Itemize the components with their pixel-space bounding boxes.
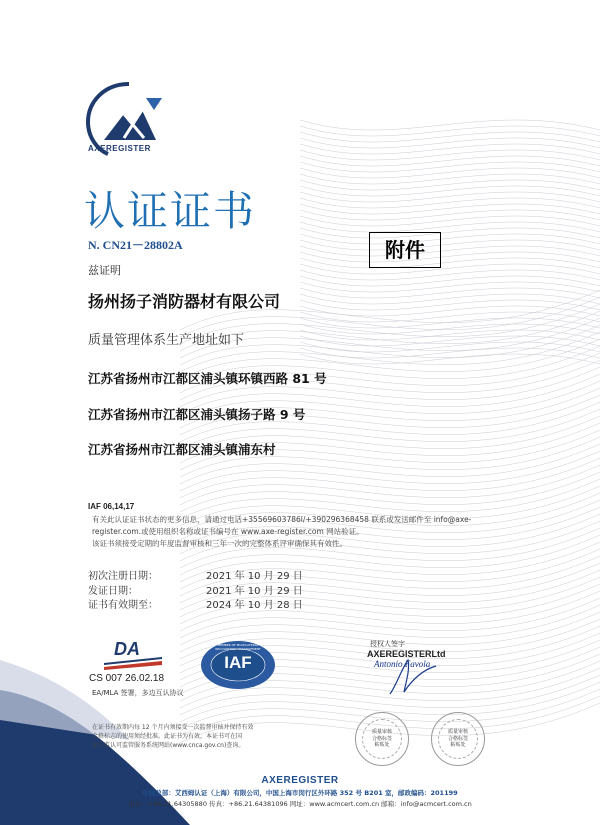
wave-line: [300, 282, 600, 292]
wave-line: [300, 198, 600, 208]
address-3: 江苏省扬州市江都区浦头镇浦东村: [88, 442, 276, 457]
date-row: [88, 570, 303, 585]
da-logo: [104, 641, 162, 671]
iaf-ring-text: MEMBER OF MULTILATERAL RECOGNITION ARRANGEMENT: [215, 643, 261, 651]
wave-line: [300, 216, 600, 226]
wave-line: [300, 222, 600, 232]
dates-block: [88, 570, 303, 614]
wave-line: [300, 156, 600, 166]
fine-print-1: 有关此认证证书状态的更多信息，请通过电话+35569603786l/+390296368458 联系或发送邮件至 info@axe-: [92, 515, 472, 524]
wave-line: [300, 162, 600, 172]
signature-script: Antonio Favola: [374, 659, 431, 669]
certificate-number: N. CN21－28802A: [88, 238, 183, 252]
wave-line: [180, 472, 600, 512]
address-2: 江苏省扬州市江都区浦头镇扬子路 9 号: [88, 407, 306, 422]
wave-line: [300, 132, 600, 142]
wave-line: [300, 336, 600, 346]
wave-line: [300, 174, 600, 184]
wave-line: [300, 294, 600, 304]
date-row: [88, 585, 303, 600]
wave-line: [300, 192, 600, 202]
wave-line: [300, 348, 600, 358]
mla-text: EA/MLA 签署，多边互认协议: [92, 689, 184, 697]
badge-line: 粘贴处: [450, 742, 466, 749]
certificate-title: 认证证书: [84, 187, 256, 235]
wave-line: [300, 186, 600, 196]
fine-print-2: register.com.或使用组织名称或证书编号在 www.axe-register.com 网站验证。: [92, 527, 364, 536]
wave-line: [300, 288, 600, 298]
wave-line: [300, 264, 600, 274]
wave-line: [300, 150, 600, 160]
wave-line: [300, 300, 600, 310]
cs-number: CS 007 26.02.18: [89, 673, 165, 684]
badge-inner: [438, 719, 478, 759]
signature-stroke: [382, 656, 442, 698]
badge-line: 质量审核: [371, 729, 392, 736]
address-1: 江苏省扬州市江都区浦头镇环镇西路 81 号: [88, 371, 327, 386]
wave-line: [300, 270, 600, 280]
wave-line: [300, 258, 600, 268]
audit-label-badge: [431, 712, 485, 766]
logo-text: AXEREGISTER: [88, 144, 151, 153]
wave-line: [300, 138, 600, 148]
iaf-logo: [200, 640, 276, 690]
fine-print-3: 该证书须接受定期的年度监督审核和三年一次的完整体系评审确保其有效性。: [92, 539, 347, 548]
date-label: 发证日期：: [88, 585, 138, 597]
validity-note-2: 合格标志的使用须经批准。此证书为有效，本证书可在国: [92, 733, 243, 740]
badge-line: 粘贴处: [374, 742, 390, 749]
footer-contact: 电话：+86.21.64305880 传真：+86.21.64381096 网址：www.acmcert.com.cn 邮箱：info@acmcert.com.cn: [128, 800, 472, 808]
prove-label: 兹证明: [88, 264, 121, 277]
validity-note-3: 家认监认可监管服务系统网站(www.cnca.gov.cn)查询。: [92, 742, 245, 749]
wave-line: [180, 479, 600, 519]
wave-line: [300, 144, 600, 154]
wave-line: [300, 180, 600, 190]
validity-note-1: 在证书有效期内每 12 个月内须接受一次监督审核并保持有效: [92, 724, 254, 731]
da-logo-text: DA: [114, 639, 140, 659]
wave-line: [180, 458, 600, 498]
badge-line: 质量审核: [447, 729, 468, 736]
wave-line: [300, 120, 600, 130]
footer-brand: AXEREGISTER: [261, 775, 339, 786]
wave-line: [300, 126, 600, 136]
badge-inner: [362, 719, 402, 759]
axeregister-logo: [84, 80, 174, 162]
scope-intro: 质量管理体系生产地址如下: [88, 333, 245, 348]
company-name: 扬州扬子消防器材有限公司: [88, 292, 281, 311]
wave-line: [300, 276, 600, 286]
audit-label-badge: [355, 712, 409, 766]
wave-line: [300, 204, 600, 214]
iaf-code: IAF 06,14,17: [88, 502, 135, 511]
wave-line: [180, 465, 600, 505]
wave-line: [300, 234, 600, 244]
wave-line: [300, 246, 600, 256]
date-value: 2024 年 10 月 28 日: [206, 600, 303, 611]
date-value: 2021 年 10 月 29 日: [206, 571, 303, 582]
wave-line: [300, 228, 600, 238]
date-row: [88, 599, 303, 614]
wave-line: [300, 240, 600, 250]
annex-box: 附件: [369, 232, 441, 268]
badge-line: 合格标签: [447, 735, 468, 742]
footer-address: 中国总部：艾西姆认证（上海）有限公司，中国上海市闵行区外环路 352 号 B201 室，邮政编码：201199: [142, 789, 458, 797]
date-label: 初次注册日期：: [88, 571, 158, 582]
wave-line: [300, 168, 600, 178]
badge-line: 合格标签: [371, 735, 392, 742]
date-value: 2021 年 10 月 29 日: [206, 585, 303, 597]
wave-line: [300, 210, 600, 220]
wave-line: [300, 252, 600, 262]
iaf-logo-text: IAF: [224, 653, 252, 672]
wave-line: [300, 318, 600, 328]
wave-line: [300, 306, 600, 316]
signature-title: 授权人签字: [370, 640, 405, 648]
signature-company: AXEREGISTERLtd: [367, 649, 446, 659]
date-label: 证书有效期至：: [88, 600, 158, 611]
